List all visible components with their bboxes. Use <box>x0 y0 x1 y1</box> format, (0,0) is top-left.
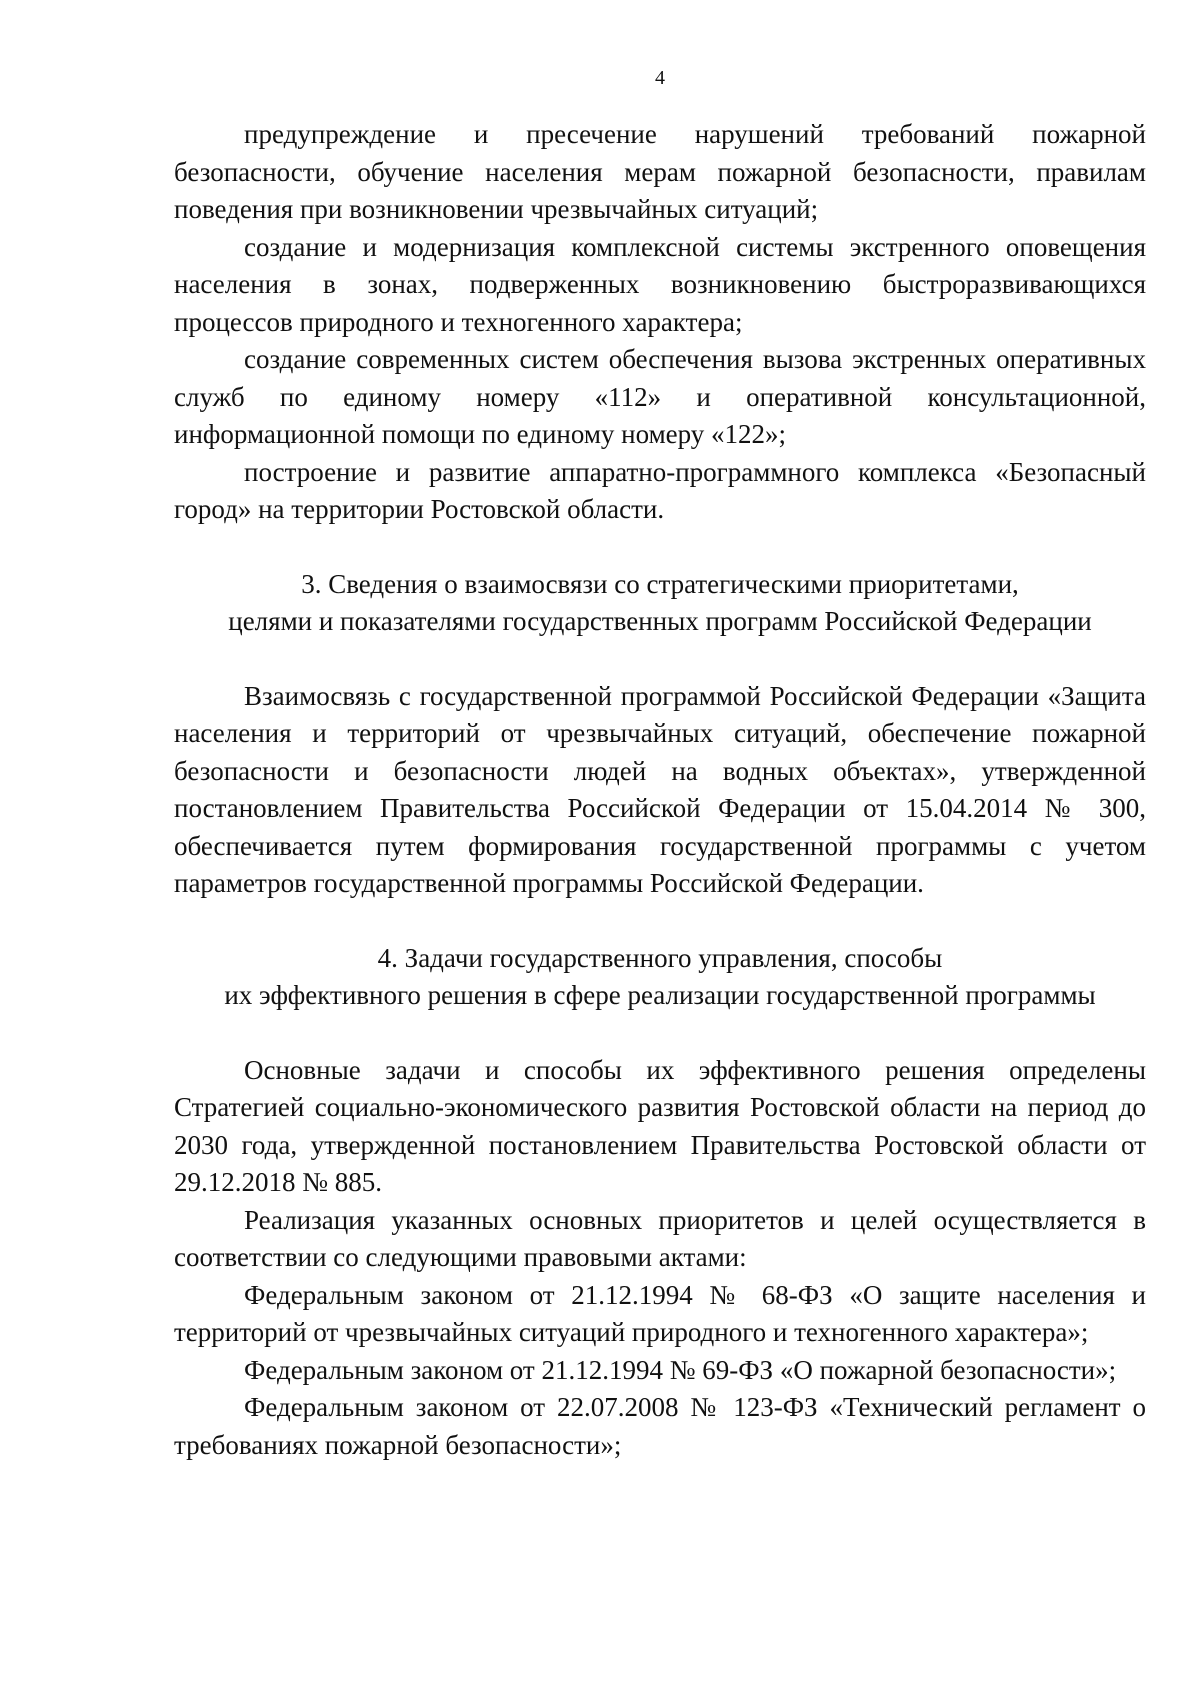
section-heading-4 <box>174 940 1146 1015</box>
section-heading-4-line-1: 4. Задачи государственного управления, способы <box>377 942 943 973</box>
paragraph-safe-city: построение и развитие аппаратно-программного комплекса «Безопасный город» на территории Ростовской области. <box>174 456 1146 524</box>
paragraph-law-69-fz: Федеральным законом от 21.12.1994 № 69-ФЗ «О пожарной безопасности»; <box>244 1354 1117 1385</box>
document-page <box>174 0 1146 1698</box>
section-heading-3 <box>174 566 1146 641</box>
section-heading-4-line-2: их эффективного решения в сфере реализации государственной программы <box>224 980 1096 1010</box>
paragraph-strategy-2030: Основные задачи и способы их эффективного решения определены Стратегией социально-экономического развития Ростовской области на период до 2030 года, утвержденной постановлением Правительства Ростовской области от 29.12.2018 № 885. <box>174 1054 1146 1197</box>
page-number: 4 <box>655 67 665 89</box>
paragraph-warning-system: создание и модернизация комплексной системы экстренного оповещения населения в зонах, подверженных возникновению быстроразвивающихся процессов природного и техногенного характера; <box>174 231 1146 337</box>
paragraph-law-68-fz: Федеральным законом от 21.12.1994 № 68-ФЗ «О защите населения и территорий от чрезвычайных ситуаций природного и техногенного характера»; <box>174 1279 1146 1347</box>
paragraph-state-program-link: Взаимосвязь с государственной программой Российской Федерации «Защита населения и территорий от чрезвычайных ситуаций, обеспечение пожарной безопасности и безопасности людей на водных объектах», утвержденной постановлением Правительства Российской Федерации от 15.04.2014 № 300, обеспечивается путем формирования государственной программы с учетом параметров государственной программы Российской Федерации. <box>174 680 1146 898</box>
paragraph-emergency-112: создание современных систем обеспечения вызова экстренных оперативных служб по единому номеру «112» и оперативной консультационной, информационной помощи по единому номеру «122»; <box>174 344 1146 449</box>
document-body <box>174 116 1146 1464</box>
section-heading-3-line-1: 3. Сведения о взаимосвязи со стратегическими приоритетами, <box>301 568 1019 599</box>
paragraph-legal-acts-intro: Реализация указанных основных приоритетов и целей осуществляется в соответствии со следующими правовыми актами: <box>174 1204 1146 1272</box>
paragraph-law-123-fz: Федеральным законом от 22.07.2008 № 123-ФЗ «Технический регламент о требованиях пожарной безопасности»; <box>174 1392 1146 1460</box>
section-heading-3-line-2: целями и показателями государственных программ Российской Федерации <box>228 606 1092 636</box>
paragraph-fire-safety-prevention: предупреждение и пресечение нарушений требований пожарной безопасности, обучение населения мерам пожарной безопасности, правилам поведения при возникновении чрезвычайных ситуаций; <box>174 119 1146 224</box>
